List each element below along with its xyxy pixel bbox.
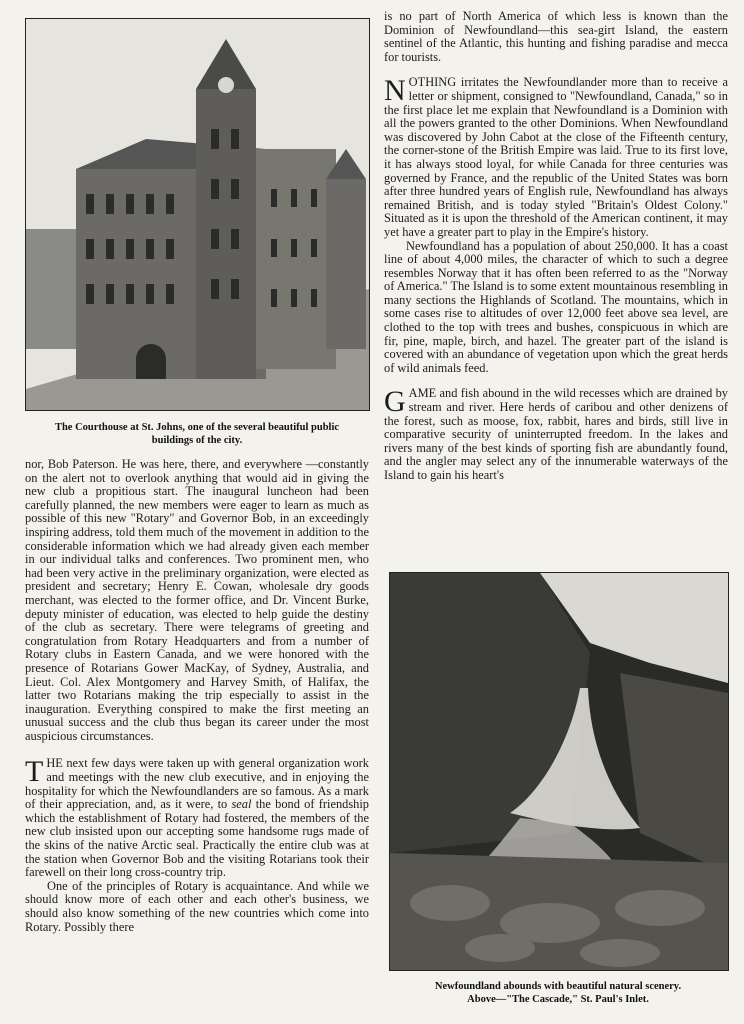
dropcap-t: T xyxy=(25,755,44,789)
right-column-text xyxy=(384,10,728,483)
left-paragraph-3: One of the principles of Rotary is acquaintance. And while we should know more of each other and each other's business, we should also know something of the new countries which come into Rotary. Possibly there xyxy=(25,878,369,934)
left-paragraph-2-text-b: the bond of friendship which the establishment of Rotary had fostered, the members of the new club insisted upon our accepting some handsome rugs made of the skins of the native Arctic seal. Practically the entire club was at the station when Governor Bob and the visiting Rotarians took their farewell on their long cross-country trip. xyxy=(25,797,369,880)
left-paragraph-1: nor, Bob Paterson. He was here, there, and everywhere —constantly on the alert not to overlook anything that would aid in giving the new club a propitious start. The inaugural luncheon had been carefully planned, the new members were eager to learn as much as possible of this new "Rotary" and Governor Bob, in an exceedingly inspiring address, told them much of the movement in addition to the considerable information which we had already given each member in our individual talks and conferences. Two prominent men, who had been very active in the preliminary organization, were elected as president and secretary; Henry E. Cowan, wholesale dry goods merchant, was elected to the former office, and Dr. Vincent Burke, deputy minister of education, was elected to help guide the destiny of the club as secretary. There were telegrams of greeting and congratulation from Rotary Headquarters and from a number of Rotary clubs in Eastern Canada, and we were honored with the presence of Rotarians Gower MacKay, of Sydney, Australia, and Lieut. Col. Alex Montgomery and Harvey Smith, of Halifax, the latter two Rotarians making the trip especially to assist in the inauguration. Everything conspired to make the first meeting an unusual success and the club thus began its career under the most auspicious circumstances. xyxy=(25,457,369,743)
right-paragraph-3: Newfoundland has a population of about 250,000. It has a coast line of about 4,000 miles, the character of which to such a degree resembles Norway that it has often been referred to as the "Norway of America." The Island is to some extent mountainous resembling in many sections the Highlands of Scotland. The mountains, which in some cases rise to altitudes of over 12,000 feet above sea level, are clothed to the top with trees and bushes, conspicuous in which are fir, pine, maple, birch, and hazel. The greater part of the island is covered with an abundance of vegetation upon which the great herds of wild animals feed. xyxy=(384,238,728,375)
smallcaps-lead: HE xyxy=(46,756,63,771)
dropcap-g: G xyxy=(384,385,406,419)
courthouse-photo-caption: The Courthouse at St. Johns, one of the several beautiful public buildings of the city. xyxy=(54,422,340,446)
left-column-text xyxy=(25,458,369,934)
cascade-caption-line-1: Newfoundland abounds with beautiful natural scenery. xyxy=(434,981,682,992)
smallcaps-lead: AME xyxy=(408,386,437,401)
right-paragraph-1: is no part of North America of which less is known than the Dominion of Newfoundland—this sea-girt Island, the eastern sentinel of the Atlantic, this hunting and fishing paradise and mecca for tourists. xyxy=(384,9,728,64)
italic-word: seal xyxy=(231,797,252,812)
left-paragraph-2-text-a: next few days were taken up with general organization work and meetings with the new club executive, and in enjoying the hospitality for which the Newfoundlanders are so famous. As a mark of their appreciation, and, as it were, to xyxy=(25,756,369,812)
courthouse-photo xyxy=(25,18,370,411)
right-paragraph-2-text: irritates the Newfoundlander more than to receive a letter or shipment, consigned to "Newfoundland, Canada," so in the first place let me explain that Newfoundland is a Dominion with all the powers granted to the other Dominions. When Newfoundland was discovered by John Cabot at the close of the Fifteenth century, the corner-stone of the British Empire was laid. True to its first love, it has always stood loyal, for while Canada for three centuries was governed by France, and the republic of the United States was born after three hundred years of English rule, Newfoundland has always remained British, and is today styled "Britain's Oldest Colony." Situated as it is upon the threshold of the American continent, it may yet have a greater part to play in the Empire's history. xyxy=(384,75,728,239)
cascade-caption-line-2: Above—"The Cascade," St. Paul's Inlet. xyxy=(467,994,649,1005)
smallcaps-lead: OTHING xyxy=(408,75,457,90)
right-paragraph-4-text: and fish abound in the wild recesses which are drained by stream and river. Here herds of caribou and other denizens of the forest, such as moose, fox, rabbit, hares and birds, still live in comparative security of uninterrupted freedom. In the lakes and rivers many of the best kinds of sporting fish are abundantly found, and the angler may select any of the innumerable waterways of the Island to gain his heart's xyxy=(384,386,728,482)
cascade-photo-caption xyxy=(389,980,727,1006)
courthouse-illustration xyxy=(26,19,369,410)
cascade-photo xyxy=(389,572,729,971)
right-paragraph-2 xyxy=(384,76,728,239)
dropcap-n: N xyxy=(384,74,406,108)
waterfall-illustration xyxy=(390,573,728,970)
right-paragraph-4 xyxy=(384,387,728,482)
left-paragraph-2 xyxy=(25,757,369,879)
